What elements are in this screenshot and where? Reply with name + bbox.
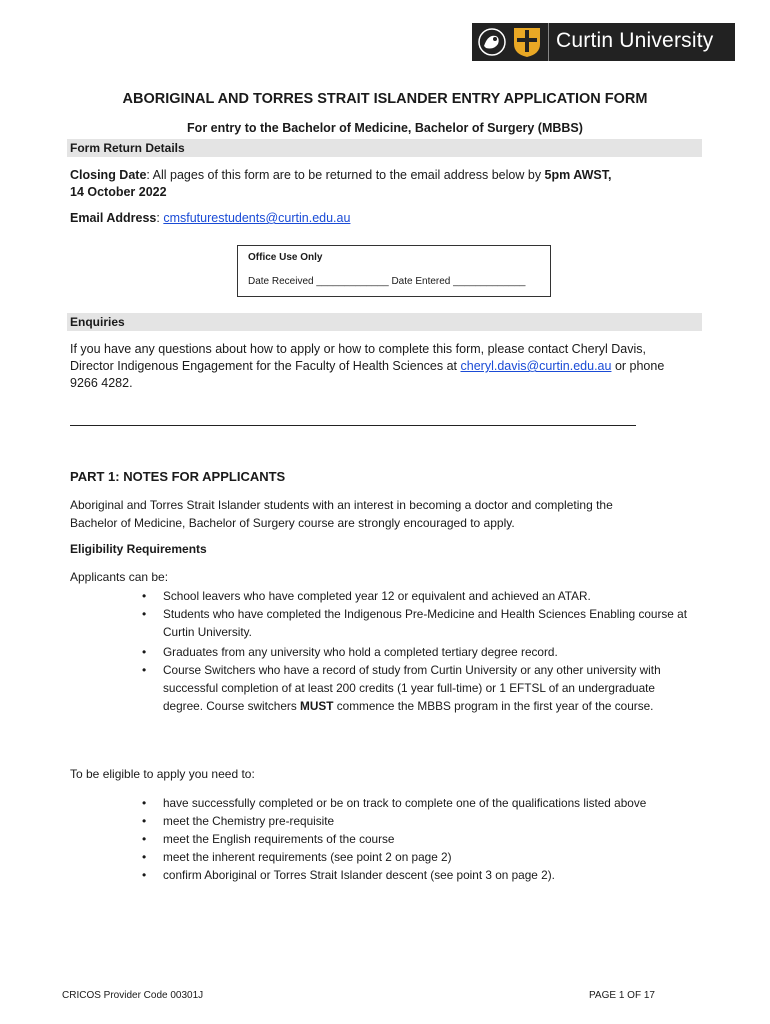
switchers-must: MUST (300, 699, 334, 713)
list-item: • meet the Chemistry pre-requisite (163, 812, 698, 830)
office-use-box (237, 245, 551, 297)
list-item: • meet the English requirements of the course (163, 830, 698, 848)
logo-divider (548, 23, 549, 61)
shield-icon (512, 26, 542, 58)
form-title: ABORIGINAL AND TORRES STRAIT ISLANDER ENTRY APPLICATION FORM (122, 91, 648, 107)
email-address-label: Email Address (70, 211, 157, 225)
closing-date-body: : All pages of this form are to be returned to the email address below by (146, 168, 545, 182)
list-item: • meet the inherent requirements (see point 2 on page 2) (163, 848, 698, 866)
return-email-link[interactable]: cmsfuturestudents@curtin.edu.au (163, 211, 351, 225)
office-use-heading: Office Use Only (248, 252, 323, 263)
applicants-list (163, 587, 698, 715)
intro-line-1: Aboriginal and Torres Strait Islander students with an interest in becoming a doctor and completing the (70, 498, 613, 512)
enquiries-email-link[interactable]: cheryl.davis@curtin.edu.au (460, 359, 612, 373)
switchers-text-end: commence the MBBS program in the first year of the course. (333, 699, 654, 713)
closing-deadline-date: 14 October 2022 (70, 185, 167, 199)
part-1-heading: PART 1: NOTES FOR APPLICANTS (70, 469, 286, 484)
closing-deadline-time: 5pm AWST, (544, 168, 612, 182)
closing-date-label: Closing Date (70, 168, 147, 182)
email-address-line (70, 210, 695, 227)
part-1-intro (70, 497, 695, 532)
curtin-logo (472, 23, 735, 61)
applicants-label: Applicants can be: (70, 570, 169, 584)
enquiries-line-2-end: or phone (611, 359, 665, 373)
list-item (163, 661, 698, 715)
crest-icon (476, 26, 508, 58)
list-item: • have successfully completed or be on track to complete one of the qualifications listed above (163, 794, 698, 812)
logo-text: Curtin University (556, 29, 714, 52)
form-return-heading: Form Return Details (67, 139, 702, 157)
cricos-code: CRICOS Provider Code 00301J (62, 990, 204, 1001)
form-subtitle: For entry to the Bachelor of Medicine, Bachelor of Surgery (MBBS) (187, 121, 583, 135)
intro-line-2: Bachelor of Medicine, Bachelor of Surgery course are strongly encouraged to apply. (70, 515, 515, 530)
enquiries-heading: Enquiries (67, 313, 702, 331)
enquiries-text (70, 341, 695, 392)
enquiries-line-1: If you have any questions about how to apply or how to complete this form, please contact Cheryl Davis, (70, 342, 647, 356)
closing-date-text (70, 167, 695, 201)
list-item: • Students who have completed the Indigenous Pre-Medicine and Health Sciences Enabling course at Curtin University. (163, 605, 698, 641)
page-number: PAGE 1 OF 17 (589, 990, 655, 1001)
list-item: • School leavers who have completed year 12 or equivalent and achieved an ATAR. (163, 587, 698, 605)
enquiries-phone: 9266 4282. (70, 376, 133, 390)
section-divider (70, 425, 636, 426)
enquiries-line-2: Director Indigenous Engagement for the Faculty of Health Sciences at (70, 359, 461, 373)
list-item: • Graduates from any university who hold a completed tertiary degree record. (163, 643, 698, 661)
eligibility-heading: Eligibility Requirements (70, 542, 207, 556)
office-use-dates: Date Received _____________ Date Entered _____________ (248, 276, 526, 287)
switchers-text: Course Switchers who have a record of study from Curtin University or any other university with successful completion of at least 200 credits (1 year full-time) or 1 EFTSL of an undergraduate degree. Course switchers (163, 663, 661, 713)
list-item: • confirm Aboriginal or Torres Strait Islander descent (see point 3 on page 2). (163, 866, 698, 884)
eligible-list (163, 794, 698, 884)
email-separator: : (156, 211, 164, 225)
eligible-label: To be eligible to apply you need to: (70, 767, 255, 781)
